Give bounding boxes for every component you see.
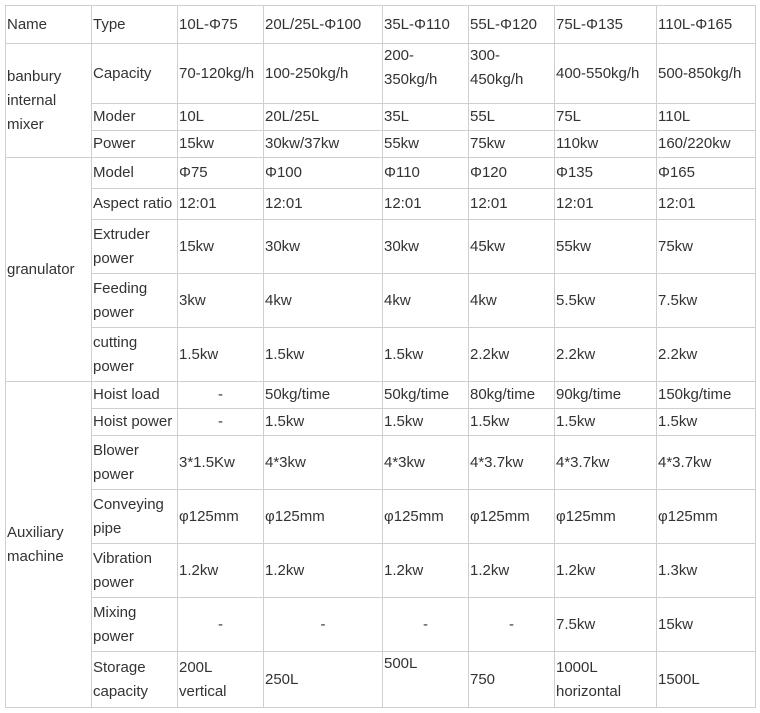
cell: 35L [383,104,469,131]
group-label-auxiliary: Auxiliary machine [6,382,92,708]
row-label: Power [92,131,178,158]
cell: 30kw [383,220,469,274]
cell: 12:01 [469,189,555,220]
cell: 110kw [555,131,657,158]
row-label: Capacity [92,44,178,104]
table-row [6,158,756,189]
cell: 12:01 [264,189,383,220]
table-row [6,189,756,220]
cell: 3*1.5Kw [178,436,264,490]
cell: 5.5kw [555,274,657,328]
cell: φ125mm [469,490,555,544]
header-col: 20L/25L-Φ100 [264,6,383,44]
row-label: Vibration power [92,544,178,598]
row-label: Blower power [92,436,178,490]
table-row [6,544,756,598]
row-label: Storage capacity [92,652,178,708]
cell: 1.2kw [264,544,383,598]
header-type: Type [92,6,178,44]
cell: 300-450kg/h [469,44,555,104]
header-name: Name [6,6,92,44]
row-label: Conveying pipe [92,490,178,544]
cell: 90kg/time [555,382,657,409]
row-label: Mixing power [92,598,178,652]
cell: 55kw [383,131,469,158]
cell: 1.5kw [383,409,469,436]
cell: 12:01 [657,189,756,220]
cell: 150kg/time [657,382,756,409]
cell: 750 [469,652,555,708]
cell: 1.5kw [469,409,555,436]
cell: 12:01 [383,189,469,220]
cell: 30kw [264,220,383,274]
cell: 1.2kw [469,544,555,598]
cell: 1000L horizontal [555,652,657,708]
cell: 4*3.7kw [555,436,657,490]
cell: 15kw [178,220,264,274]
cell: - [178,598,264,652]
cell: 4kw [469,274,555,328]
cell: 50kg/time [383,382,469,409]
row-label: Feeding power [92,274,178,328]
cell: 500-850kg/h [657,44,756,104]
row-label: Hoist load [92,382,178,409]
row-label: Model [92,158,178,189]
cell: 2.2kw [469,328,555,382]
cell: Φ135 [555,158,657,189]
cell: 160/220kw [657,131,756,158]
table-row [6,131,756,158]
group-label-granulator: granulator [6,158,92,382]
group-label-banbury: banbury internal mixer [6,44,92,158]
cell: 100-250kg/h [264,44,383,104]
cell: 80kg/time [469,382,555,409]
cell: 50kg/time [264,382,383,409]
cell: 2.2kw [555,328,657,382]
table-row [6,274,756,328]
cell: 110L [657,104,756,131]
cell: 1.5kw [264,409,383,436]
cell: 2.2kw [657,328,756,382]
header-col: 75L-Φ135 [555,6,657,44]
cell: 4kw [383,274,469,328]
row-label: Aspect ratio [92,189,178,220]
table-row [6,490,756,544]
cell: - [469,598,555,652]
header-col: 110L-Φ165 [657,6,756,44]
cell: 7.5kw [657,274,756,328]
cell: 12:01 [555,189,657,220]
cell: 7.5kw [555,598,657,652]
cell: 55L [469,104,555,131]
table-row [6,382,756,409]
cell: - [178,382,264,409]
cell: 75kw [469,131,555,158]
cell: 250L [264,652,383,708]
cell: 45kw [469,220,555,274]
table-row [6,652,756,708]
cell: - [383,598,469,652]
row-label: Extruder power [92,220,178,274]
table-row [6,436,756,490]
cell: 15kw [178,131,264,158]
cell: 200-350kg/h [383,44,469,104]
cell: 30kw/37kw [264,131,383,158]
cell: φ125mm [178,490,264,544]
cell: φ125mm [383,490,469,544]
cell: 1.5kw [264,328,383,382]
cell: 10L [178,104,264,131]
header-row [6,6,756,44]
cell: 4kw [264,274,383,328]
cell: φ125mm [555,490,657,544]
row-label: Hoist power [92,409,178,436]
table-row [6,104,756,131]
table-row [6,220,756,274]
cell: 15kw [657,598,756,652]
cell: φ125mm [264,490,383,544]
cell: 1.2kw [383,544,469,598]
cell: 3kw [178,274,264,328]
table-row [6,328,756,382]
cell: Φ75 [178,158,264,189]
cell: 75kw [657,220,756,274]
cell: 20L/25L [264,104,383,131]
cell: 55kw [555,220,657,274]
header-col: 35L-Φ110 [383,6,469,44]
cell: 200L vertical [178,652,264,708]
row-label: cutting power [92,328,178,382]
cell: φ125mm [657,490,756,544]
cell: Φ110 [383,158,469,189]
cell: 1.2kw [555,544,657,598]
cell: Φ100 [264,158,383,189]
cell: 1.5kw [383,328,469,382]
cell: 1.5kw [657,409,756,436]
cell: 1.5kw [555,409,657,436]
spec-table [5,5,756,708]
cell: 400-550kg/h [555,44,657,104]
row-label: Moder [92,104,178,131]
cell: Φ165 [657,158,756,189]
header-col: 55L-Φ120 [469,6,555,44]
cell: Φ120 [469,158,555,189]
cell: 4*3.7kw [469,436,555,490]
cell: 12:01 [178,189,264,220]
cell: 1.2kw [178,544,264,598]
cell: 4*3.7kw [657,436,756,490]
table-row [6,409,756,436]
cell: - [264,598,383,652]
cell: - [178,409,264,436]
header-col: 10L-Φ75 [178,6,264,44]
cell: 1.3kw [657,544,756,598]
table-row [6,44,756,104]
cell: 1.5kw [178,328,264,382]
cell: 70-120kg/h [178,44,264,104]
cell: 75L [555,104,657,131]
cell: 4*3kw [264,436,383,490]
table-row [6,598,756,652]
cell: 1500L [657,652,756,708]
cell: 500L [383,652,469,708]
cell: 4*3kw [383,436,469,490]
